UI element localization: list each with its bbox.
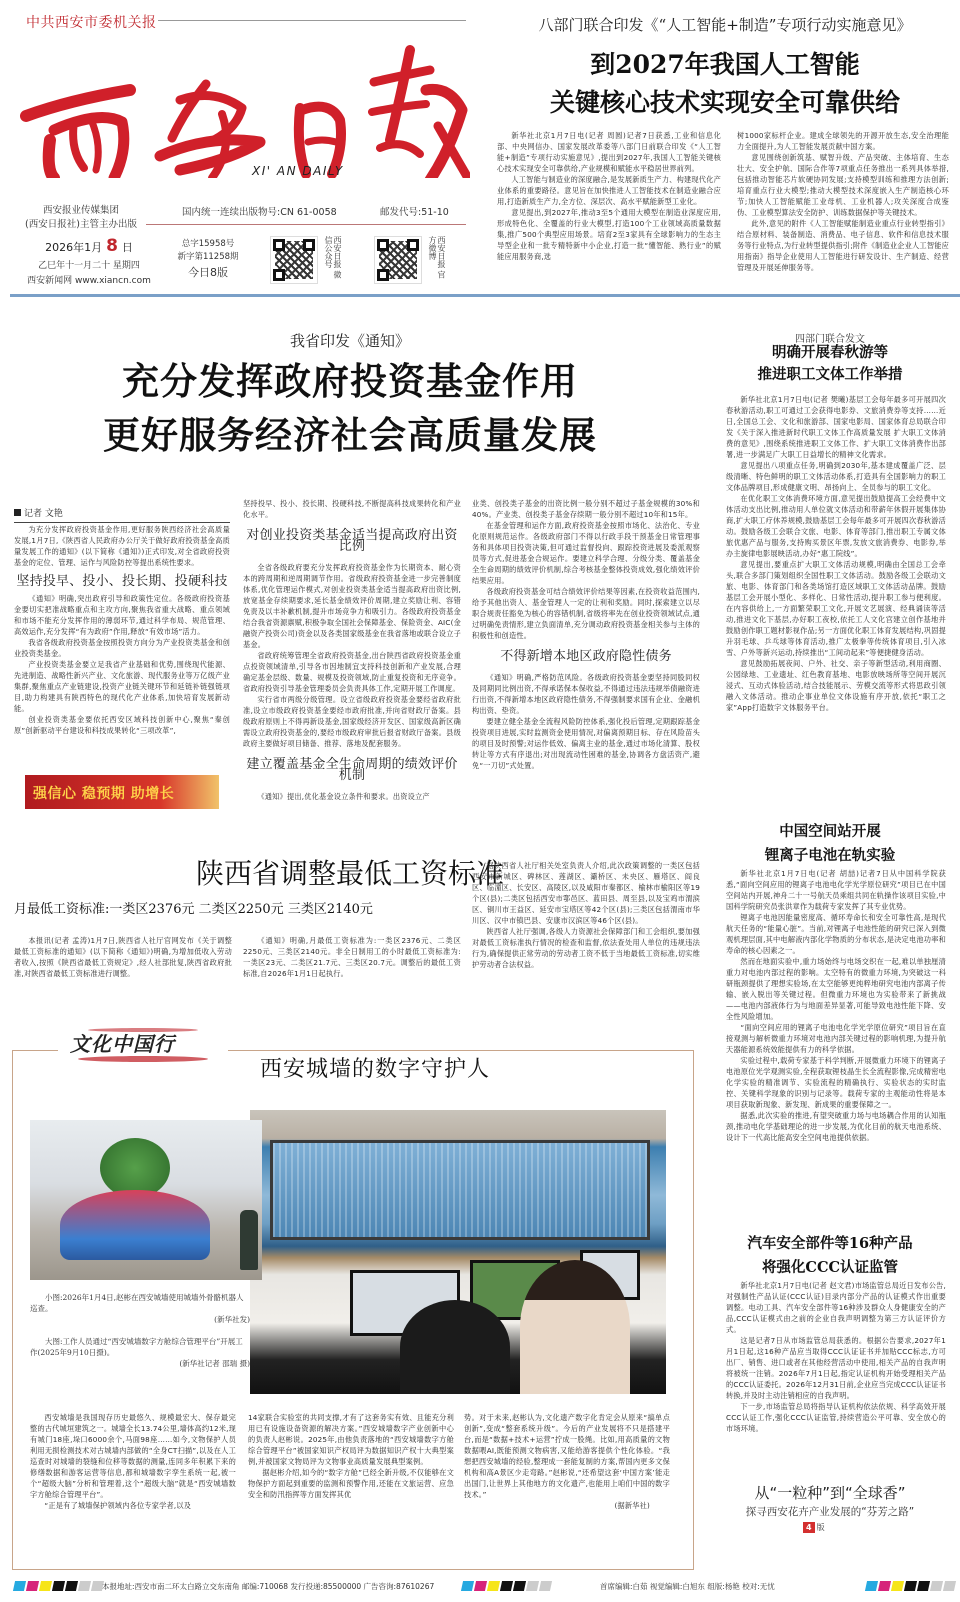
paragraph: 要建立健全基金全流程风险防控体系,强化投后管理,定期跟踪基金投资项目进展,实时监测资金使用情况,对偏离预期目标、存在风险苗头的项目及时预警;对运作低效、偏离主业的基金,通过市场化清算、股权转让等方式有序退出;对出现流动性困难的基金,协调各方盘活资产,避免“一刀切”式处置。	[472, 717, 700, 770]
paragraph: 人工智能与制造业的深度融合,是发展新质生产力、构建现代化产业体系的重要路径。意见旨在加快推进人工智能技术在制造业融合应用,打造新质生产力,全方位、深层次、高水平赋能新型工业化。	[497, 175, 721, 206]
headline-line2: 将强化CCC认证监管	[761, 1259, 899, 1276]
paragraph: 本报讯(记者 孟涛)1月7日,陕西省人社厅官网发布《关于调整最低工资标准的通知》(以下简称《通知》)明确,为增加低收入劳动者收入,按照《陕西省最低工资规定》,经人社部批复,陕西省政府批准,对陕西省最低工资标准进行调整。	[14, 936, 232, 978]
space-station-body	[726, 868, 946, 1143]
paragraph: 实验过程中,载荷专家基于科学判断,开展微重力环境下的锂离子电池原位光学观测实验,全程获取锂枝晶生长全流程影像,完成精密电化学实验的精准调节、实验流程的精确执行、实验状态的实时监控、关键科学现象的识别与记录等。载荷专家的主观能动性将是本项目获取新现象、新发现、新成果的重要保障之一。	[726, 1056, 946, 1109]
paragraph: 《通知》明确,月最低工资标准为:一类区2376元、二类区2250元、三类区2140元。非全日制用工的小时最低工资标准为:一类区23元、二类区21.7元、三类区20.7元。调整后的最低工资标准,自2026年1月1日起执行。	[243, 936, 461, 978]
color-swatch	[52, 1581, 65, 1591]
new-issue: 新字第11258期	[177, 252, 239, 262]
ai-article-headline[interactable]	[490, 46, 960, 122]
wechat-qr-label: 西安日报 微信公众号	[324, 236, 342, 279]
paragraph: 《通知》提出,优化基金设立条件和要求。出资设立产	[257, 792, 430, 801]
paragraph: 此外,意见的附件《人工智能赋能制造业重点行业转型指引》结合原材料、装备制造、消费品、电子信息、软件和信息技术服务等行业特点,为行业转型提供指引;附件《制造业企业人工智能应用指南》指导企业使用人工智能进行研发设计、生产制造、经营管理及开展延伸服务等。	[737, 219, 949, 272]
pages-today: 今日8版	[188, 266, 228, 279]
color-swatch	[26, 1581, 39, 1591]
operator-person	[520, 1260, 630, 1394]
promo-subtitle: 探寻西安花卉产业发展的“芬芳之路”	[745, 1506, 915, 1518]
main-article-kicker: 我省印发《通知》	[289, 332, 410, 350]
paragraph: 创业投资类基金要依托西安区域科技创新中心,聚焦“秦创原”创新驱动平台建设和科技成果转化“三项改革”,	[14, 715, 230, 735]
page-number-badge: 4	[803, 1522, 815, 1533]
paragraph: 意见提出,到2027年,推动3至5个通用大模型在制造业深度应用,形成特色化、全覆盖的行业大模型,打造100个工业领域高质量数据集,推广500个典型应用场景。培育2至3家具有全球影响力的生态主导型企业和一批专精特新中小企业,打造一批“懂智能、熟行业”的赋能应用服务商,选	[497, 208, 721, 261]
headline-line1: 汽车安全部件等16种产品	[747, 1235, 913, 1252]
paragraph: 为充分发挥政府投资基金作用,更好服务陕西经济社会高质量发展,1月7日,《陕西省人民政府办公厅关于做好政府投资基金高质量发展工作的通知》(以下简称《通知》)正式印发,对全省政府投资基金的定位、管理、运作与风险防控等提出系统性要求。	[14, 525, 230, 567]
website-link[interactable]: 西安新闻网 www.xiancn.com	[27, 276, 151, 286]
paragraph: 意见提出八项重点任务,明确到2030年,基本建成覆盖广泛、层级清晰、特色鲜明的职工文体活动体系,打造具有全国影响力的职工文体品牌项目,形成健康文明、昂扬向上、全员参与的职工文化。	[726, 461, 946, 492]
culture-headline[interactable]: 西安城墙的数字守护人	[260, 1057, 491, 1082]
paragraph: 这是记者7日从市场监管总局获悉的。根据公告要求,2027年1月1日起,这16种产品应当取得CCC认证证书并加贴CCC标志,方可出厂、销售、进口或者在其他经营活动中使用,相关产品的自我声明将被统一注销。2026年7月1日起,指定认证机构开始受理相关产品的CCC认证委托。2026年12月31日前,企业应当完成CCC认证证书转换,并及时主动注销相应的自我声明。	[726, 1336, 946, 1400]
color-swatch	[878, 1581, 891, 1591]
column-logo-text: 文化中国行	[70, 1032, 175, 1056]
paragraph: “面向空间应用的锂离子电池电化学光学原位研究”项目旨在直接观测与解析微重力环境对电池内部关键过程的影响机理,为提升航天器能源系统效能提供有力的科学依据。	[726, 1023, 946, 1054]
headline-line2: 锂离子电池在轨实验	[764, 847, 896, 864]
swoosh-decoration	[78, 1056, 208, 1062]
culture-column-1	[30, 1412, 236, 1511]
exoskeleton-robot	[240, 1210, 258, 1270]
space-station-headline[interactable]	[700, 820, 960, 868]
date-block	[14, 236, 164, 286]
promo-headline[interactable]: 从“一粒种”到“全球香”	[754, 1484, 906, 1502]
page-footer	[0, 1578, 960, 1598]
paragraph: 西安城墙是我国现存历史最悠久、规模最宏大、保存最完整的古代城垣建筑之一。城墙全长13.74公里,墙体高约12米,现有城门18座,垛口6000余个,马面98座……如今,文物保护人员利用无损检测技术对古城墙内部做的“全身CT扫描”,以及在人工巡查时对城墙的裂缝和位移等数据的测量,连同多年积累下来的修缮数据和游客运营等信息,都和城墙数字孪生系统一起,被一个“超级大脑”分析和管理着,这个“超级大脑”就是“西安城墙数字方舱综合管理平台”。	[30, 1413, 237, 1499]
publisher-info	[16, 204, 146, 232]
main-headline-line1: 充分发挥政府投资基金作用	[122, 360, 578, 403]
paragraph: 全省各级政府要充分发挥政府投资基金作为长期资本、耐心资本的跨周期和逆周期调节作用。省级政府投资基金进一步完善制度体系,优化管理运作模式,对创业投资类基金适当提高政府出资比例,放宽基金存续期要求,延长基金绩效评价周期,建立奖励让利、容错免责及以丰补歉机制,提升市场竞争力和吸引力。各级政府投资基金结合我省资源禀赋,积极争取全国社会保障基金、保险资金、AIC(金融资产投资公司)资金以及各类国家级基金在我省落地或联合设立子基金。	[243, 563, 461, 649]
color-swatch	[930, 1581, 943, 1591]
paragraph: “正是有了城墙保护领域内各位专家学者,以及	[44, 1501, 192, 1510]
paragraph: 实行省市两级分级管理。设立省级政府投资基金要经省政府批准,设立市级政府投资基金要经市政府批准,并向省财政厅备案。县级政府原则上不得再新设基金,国家级经济开发区、国家级高新区确需设立政府投资基金的,要经市级政府审批后报省财政厅备案。县级政府主要做好项目储备、推荐、落地及配套服务。	[243, 695, 461, 748]
paragraph: 坚持投早、投小、投长期、投硬科技,不断提高科技成果转化和产业化水平。	[243, 499, 461, 519]
publisher-line1: 西安报业传媒集团	[42, 205, 119, 216]
min-wage-column-2	[243, 935, 461, 979]
section-subhead: 不得新增本地区政府隐性债务	[500, 649, 672, 664]
issue-numbers	[170, 238, 246, 279]
ccc-article-headline[interactable]	[700, 1232, 960, 1280]
min-wage-column-1	[14, 935, 232, 979]
postal-code: 邮发代号:51-10	[380, 207, 449, 218]
culture-column-logo	[58, 1022, 228, 1078]
headline-line1: 中国空间站开展	[779, 823, 881, 840]
ai-article-column-1	[497, 130, 721, 262]
paragraph: 意见鼓励拓展夜间、户外、社交、亲子等新型活动,利用商圈、公园绿地、工业遗址、红色教育基地、电影放映场所等空间开展沉浸式、互动式体验活动,结合技能展示、劳模交流等形式将思政引领融入文体活动。推动企事业单位文体设施有序开放,依托“职工之家”App打造数字文体服务平台。	[726, 659, 946, 712]
paragraph: 新华社北京1月7日电(记者 周圆)记者7日获悉,工业和信息化部、中央网信办、国家发展改革委等八部门日前联合印发《“人工智能+制造”专项行动实施意见》,提出到2027年,我国人工智能关键核心技术实现安全可靠供给,产业规模和赋能水平稳居世界前列。	[497, 131, 721, 173]
logo-english: XI' AN DAILY	[252, 164, 344, 178]
paragraph: 《通知》明确,严格防范风险。各级政府投资基金要坚持同股同权及同期同比例出资,不得承诺保本保收益,不得通过违法违规举债融资进行出资,不得新增本地区政府隐性债务,不得强制要求国有企业、金融机构出资、垫资。	[472, 673, 700, 715]
paragraph: 产业投资类基金要立足我省产业基础和优势,围绕现代能源、先进制造、战略性新兴产业、文化旅游、现代服务业等万亿级产业集群,聚焦重点产业链建设,投资产业链关键环节和延链补链强链项目,助力构建具有陕西特色的现代化产业体系,加快培育发展新动能。	[14, 660, 230, 713]
qr-code-icon	[374, 236, 422, 284]
lunar-date: 乙巳年十一月二十 星期四	[38, 261, 140, 271]
publisher-line2: (西安日报社)主管主办出版	[25, 219, 137, 230]
ccc-article-body	[726, 1280, 946, 1434]
color-swatch	[891, 1581, 904, 1591]
caption-credit: (新华社发)	[214, 1315, 250, 1324]
lantern-decoration	[100, 1138, 170, 1198]
paragraph: 14家联合实验室的共同支撑,才有了这套务实有效、且能充分利用已有设施设备资源的解决方案。”西安城墙数字产业创新中心的负责人赵彬说。2025年,由他负责落地的“西安城墙数字方舱综合管理平台”被国家知识产权局评为数据知识产权十大典型案例,并被国家文物局评为文物事业高质量发展典型案例。	[248, 1413, 454, 1466]
color-swatch	[917, 1581, 930, 1591]
color-registration-bar	[462, 1581, 551, 1591]
paragraph: 省政府统筹管理全省政府投资基金,出台陕西省政府投资基金重点投资领域清单,引导各市因地制宜支持科技创新和产业发展,合理确定基金层级、数量、规模及投资领域,防止重复投资和无序竞争。省政府投资引导基金管理委员会负责具体工作,定期开展工作调度。	[243, 651, 461, 693]
paragraph: 业类、创投类子基金的出资比例一般分别不超过子基金规模的30%和40%。产业类、创投类子基金存续期一般分别不超过10年和15年。	[472, 499, 700, 519]
source-credit: (据新华社)	[614, 1501, 650, 1510]
color-swatch	[65, 1581, 78, 1591]
weibo-qr-code[interactable]	[374, 236, 446, 284]
color-swatch	[500, 1581, 513, 1591]
color-swatch	[461, 1581, 474, 1591]
masthead-divider	[146, 224, 466, 225]
color-swatch	[526, 1581, 539, 1591]
wechat-qr-code[interactable]	[270, 236, 342, 284]
total-issue: 总字15958号	[181, 239, 235, 249]
section-subhead: 坚持投早、投小、投长期、投硬科技	[16, 574, 228, 589]
main-headline-line2: 更好服务经济社会高质量发展	[103, 414, 597, 457]
paragraph: 意见提出,要重点扩大职工文体活动规模,明确由全国总工会牵头,联合多部门策划组织全国性职工文体活动。鼓励各级工会联动文旅、电影、体育部门和各类场馆打造区域职工文体活动品牌。鼓励基层工会开展小型化、多样化、日常性活动,提升职工参与便利度。在内容供给上,一方面繁荣职工文化,开展文艺展演、经典诵读等活动,推进文化下基层,办好职工夜校,依托工人文化宫建立创作基地并鼓励创作职工题材影视作品;另一方面优化职工体育发展结构,巩固提升羽毛球、乒乓球等体育活动,推广太极拳等传统体育项目,引入冰雪、户外等新兴运动,持续推出“工间动起来”等便捷健身活动。	[726, 560, 946, 657]
operator-person	[400, 1300, 510, 1394]
paragraph: 新华社北京1月7日电(记者 赵文君)市场监管总局近日发布公告,对强制性产品认证(CCC认证)目录内部分产品的认证模式作出重要调整。电动工具、汽车安全部件等16种涉及群众人身健康安全的产品,CCC认证模式由之前的企业自我声明调整为第三方认证评价方式。	[726, 1281, 946, 1334]
byline	[14, 506, 230, 523]
color-swatch	[78, 1581, 91, 1591]
color-swatch	[904, 1581, 917, 1591]
paragraph: 锂离子电池因能量密度高、循环寿命长和安全可靠性高,是现代航天任务的“能量心脏”。当前,对锂离子电池性能的研究已深入到微观机理层面,其中电解液内部化学物质的分布状态,是决定电池功率和寿命的核心因素之一。	[726, 913, 946, 955]
byline-author: 记者 文艳	[24, 509, 63, 519]
slogan-banner[interactable]: 强信心 稳预期 助增长	[25, 775, 219, 809]
paragraph: 在优化职工文体消费环境方面,意见提出鼓励提高工会经费中文体活动支出比例,推动用人单位就文体活动和带薪年休假开展集体协商,扩大职工疗休养规模,鼓励基层工会每年最多可开展四次春秋游活动。鼓励各级工会联合文旅、电影、体育等部门,推出职工专属文体旅优惠产品与服务,支持购买景区年票,发放文旅消费券、电影券,举办主旋律电影展映活动,办好“惠工院线”。	[726, 494, 946, 558]
paragraph: 据赵彬介绍,如今的“数字方舱”已经全新升级,不仅能够在文物保护方面起到重要的监测和预警作用,还能在文旅运营、应急安全和防汛指挥等方面发挥其优	[248, 1468, 454, 1499]
color-swatch	[13, 1581, 26, 1591]
large-photo-caption	[30, 1336, 250, 1369]
paragraph: 在基金管理和运作方面,政府投资基金按照市场化、法治化、专业化原则规范运作。各级政府部门不得以行政手段干预基金日常管理事务和具体项目投资决策,但可通过监督投向、跟踪投资进展及委派观察员等方式,促进基金合规运作。要建立科学合理、分级分类、覆盖基金全生命周期的绩效评价机制,综合考核基金整体投资成效,强化绩效评价结果应用。	[472, 521, 700, 585]
paragraph: 《通知》明确,突出政府引导和政策性定位。各级政府投资基金要切实把准战略重点和主攻方向,聚焦我省重大战略、重点领域和市场不能充分发挥作用的薄弱环节,通过科学布局、规范管理、高效运作,充分发挥“有为政府”作用,释放“有效市场”活力。	[14, 594, 230, 636]
min-wage-headline[interactable]: 陕西省调整最低工资标准	[195, 857, 504, 890]
section-subhead: 建立覆盖基金全生命周期的绩效评价机制	[246, 757, 458, 783]
color-swatch	[513, 1581, 526, 1591]
color-swatch	[865, 1581, 878, 1591]
paragraph: 据陕西省人社厅相关处室负责人介绍,此次政策调整的一类区包括西安市新城区、碑林区、莲湖区、灞桥区、未央区、雁塔区、阎良区、临潼区、长安区、高陵区,以及咸阳市秦都区、榆林市榆阳区等19个区(县);二类区包括西安市鄠邑区、蓝田县、周至县,以及宝鸡市渭滨区、铜川市王益区、延安市宝塔区等42个区(县);三类区包括渭南市华川区、汉中市镇巴县、安康市汉滨区等46个区(县)。	[472, 861, 700, 925]
ai-headline-line1: 到2027年我国人工智能	[590, 50, 860, 79]
caption-text: 小图:2026年1月4日,赵彬在西安城墙使用城墙外骨骼机器人巡查。	[30, 1293, 244, 1313]
page-suffix: 版	[816, 1523, 825, 1532]
paragraph: 据悉,此次实验的推进,有望突破重力场与电场耦合作用的认知瓶颈,推动电化学基础理论的进一步发展,为优化目前的航天电池系统、设计下一代高比能高安全空间电池提供依据。	[726, 1111, 946, 1142]
date-year-month: 2026年1月	[45, 241, 103, 254]
paragraph: 新华社北京1月7日电(记者 樊曦)基层工会每年最多可开展四次春秋游活动,职工可通过工会获得电影券、文旅消费券等支持……近日,全国总工会、文化和旅游部、国家电影局、国家体育总局联合印发《关于深入推进新时代职工文体工作高质量发展 扩大职工文体消费的意见》,围绕系统推进职工文体工作、扩大职工文体消费作出部署,进一步满足广大职工日益增长的精神文化需求。	[726, 395, 946, 459]
color-swatch	[474, 1581, 487, 1591]
color-swatch	[539, 1581, 552, 1591]
float-decoration	[60, 1190, 210, 1260]
paragraph: 我省各级政府投资基金按照投资方向分为产业投资类基金和创业投资类基金。	[14, 638, 230, 658]
paragraph: 陕西省人社厅强调,各级人力资源社会保障部门和工会组织,要加强对最低工资标准执行情况的检查和监督,依法查处用人单位的违规违法行为,确保提供正常劳动的劳动者工资不低于当地最低工资标准,切实维护劳动者合法权益。	[472, 927, 700, 969]
culture-column-3	[464, 1412, 670, 1511]
main-article-column-2	[243, 498, 461, 802]
color-swatch	[487, 1581, 500, 1591]
weibo-qr-label: 西安日报 官方微博	[428, 236, 446, 279]
paragraph: 势。对于未来,赵彬认为,文化遗产数字化肯定会从原来“搞单点创新”,变成“整套系统升级”。今后的产业发展将不只是搭建平台,而是“数据+技术+运营”拧成一股绳。比如,用高质量的文物数据喂AI,既能预测文物病害,又能给游客提供个性化体验。“我想把西安城墙的经验,整理成一套能复制的方案,帮国内更多文保机构和高A景区少走弯路。”赵彬说,“还希望这套‘中国方案’能走出国门,让世界上其他地方的文化遗产,也能用上咱们中国的数字技术。”	[464, 1413, 670, 1499]
sports-article-kicker: 四部门联合发文	[795, 334, 865, 345]
masthead-bottom-rule	[10, 294, 960, 297]
sports-article-body	[726, 394, 946, 713]
paragraph: 各级政府投资基金可结合绩效评价结果等因素,在投资收益范围内,给予其他出资人、基金管理人一定的让利和奖励。同时,探索建立以尽职合规责任豁免为核心的容错机制,省级将率先在创业投资领域试点,通过明确免责情形,建立负面清单,充分调动政府投资基金相关参与主体的积极性和创造性。	[472, 587, 700, 640]
footer-address: 本报地址:西安市南二环太白路立交东南角 邮编:710068 发行投递:85500000 广告咨询:87610267	[102, 1582, 435, 1591]
paragraph: 树1000家标杆企业。建成全球领先的开源开放生态,安全治理能力全面提升,为人工智能发展贡献中国方案。	[737, 131, 949, 151]
min-wage-subtitle: 月最低工资标准:一类区2376元 二类区2250元 三类区2140元	[14, 902, 373, 917]
main-article-column-1	[14, 524, 230, 736]
main-article-headline[interactable]	[0, 355, 700, 463]
color-registration-bar	[866, 1581, 955, 1591]
headline-line2: 推进职工文体工作举措	[757, 366, 903, 383]
qr-code-icon	[270, 236, 318, 284]
caption-text: 大图:工作人员通过“西安城墙数字方舱综合管理平台”开展工作(2025年9月10日摄)。	[30, 1337, 243, 1357]
date-suffix: 日	[121, 241, 133, 254]
city-wall-robot-photo[interactable]	[30, 1120, 262, 1280]
sports-article-headline[interactable]	[700, 342, 960, 386]
color-registration-bar	[14, 1581, 103, 1591]
headline-line1: 明确开展春秋游等	[772, 344, 888, 361]
newspaper-logo	[10, 30, 470, 178]
min-wage-column-3	[472, 860, 700, 970]
video-wall	[270, 1140, 650, 1240]
paragraph: 新华社北京1月7日电(记者 胡喆)记者7日从中国科学院获悉,“面向空间应用的锂离子电池电化学光学原位研究”项目已在中国空间站内开展,神舟二十一号航天员乘组共同在轨操作该项目实验,中国科学院研究员张洪章作为载荷专家发挥了其专业优势。	[726, 869, 946, 911]
party-organ-line: 中共西安市委机关报	[26, 15, 157, 31]
promo-page-ref[interactable]	[803, 1522, 825, 1533]
paragraph: 下一步,市场监管总局将指导认证机构依法依规、科学高效开展CCC认证工作,强化CCC认证监管,持续营造公平可靠、安全放心的市场环境。	[726, 1402, 946, 1433]
main-article-column-3	[472, 498, 700, 771]
date-day: 8	[106, 236, 118, 256]
section-subhead: 对创业投资类基金适当提高政府出资比例	[246, 528, 458, 554]
color-swatch	[943, 1581, 956, 1591]
issn-number: 国内统一连续出版物号:CN 61-0058	[182, 207, 337, 218]
small-photo-caption	[30, 1292, 250, 1325]
color-swatch	[39, 1581, 52, 1591]
control-room-photo[interactable]	[250, 1110, 666, 1394]
issue-date	[14, 236, 164, 256]
footer-editors: 首席编辑:白茹 视觉编辑:白旭东 组版:杨艳 校对:无忧	[600, 1582, 775, 1591]
culture-column-2	[248, 1412, 454, 1500]
caption-credit: (新华社记者 邵瑞 摄)	[179, 1359, 250, 1368]
paragraph: 意见围绕创新筑基、赋智升级、产品突破、主体培育、生态壮大、安全护航、国际合作等7项重点任务推出一系列具体举措,包括推动智能芯片软硬协同发展;支持模型训练和推理方法创新;培育重点行业大模型;推动大模型技术深度嵌入生产制造核心环节;加快人工智能赋能工业母机、工业机器人;攻关深度合成鉴伪、工业模型算法安全防护、训练数据保护等关键技术。	[737, 153, 949, 217]
ai-article-column-2	[737, 130, 949, 273]
paragraph: 然而在地面实验中,重力场始终与电场交织在一起,难以单独厘清重力对电池内部过程的影响。太空特有的微重力环境,为突破这一科研瓶颈提供了理想实验场,在太空能够更纯粹地研究电池内部离子传输、嵌入脱出等关键过程。但微重力环境也为实验带来了新挑战——电池内部液体行为与地面差异显著,可能导致电池性能下降、安全性风险增加。	[726, 957, 946, 1021]
byline-square-icon	[14, 509, 21, 516]
masthead-rule	[158, 20, 466, 21]
ai-article-kicker: 八部门联合印发《“人工智能+制造”专项行动实施意见》	[538, 16, 912, 34]
ai-headline-line2: 关键核心技术实现安全可靠供给	[549, 88, 900, 117]
